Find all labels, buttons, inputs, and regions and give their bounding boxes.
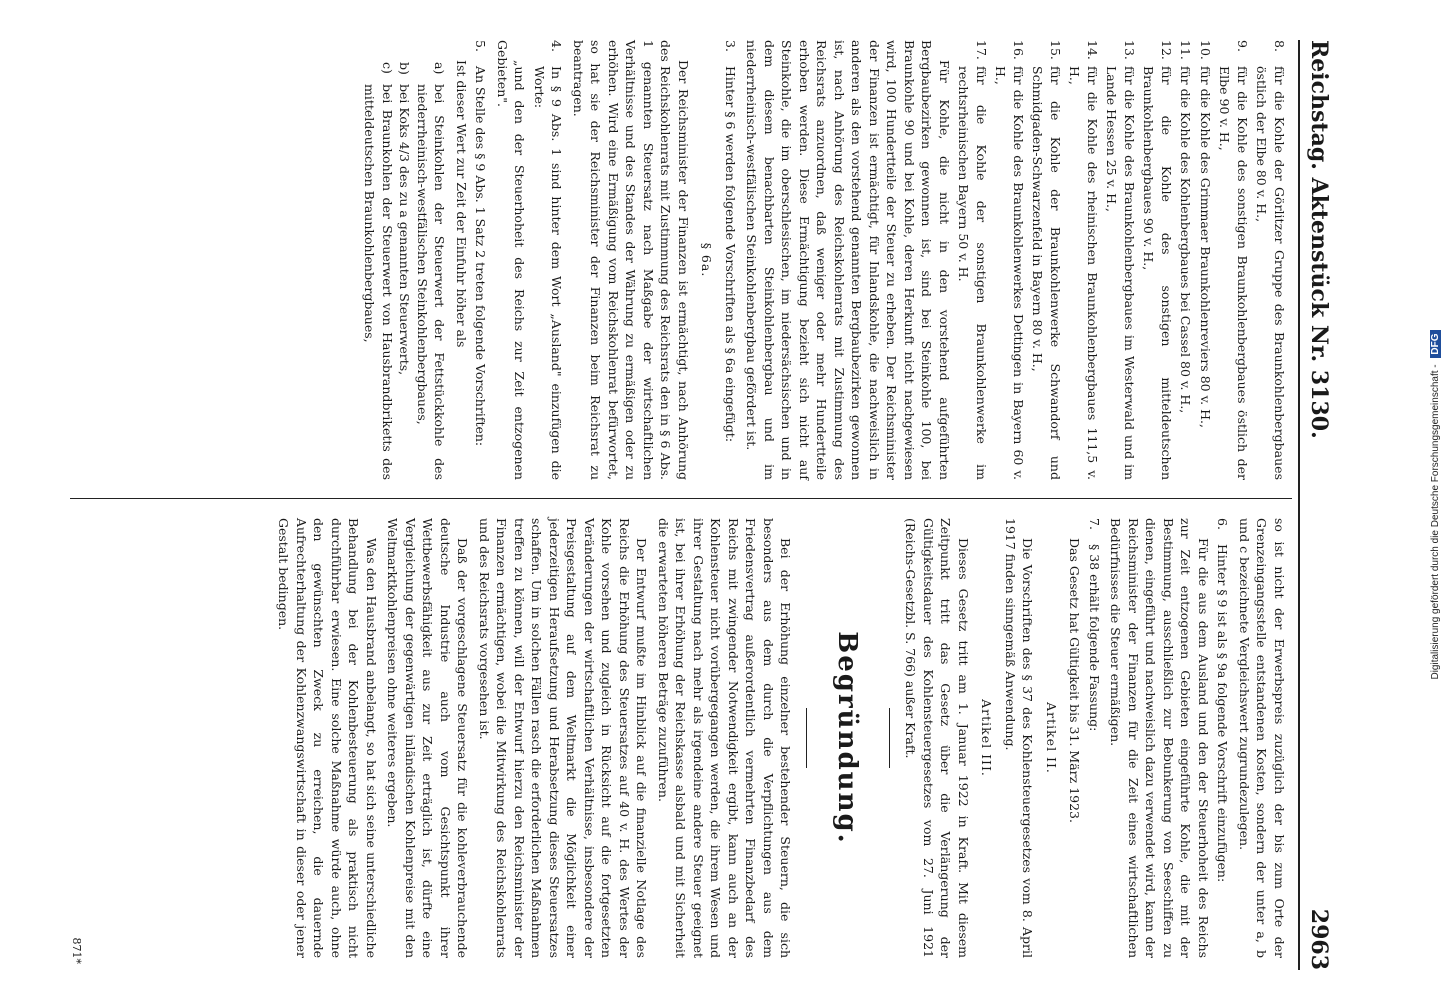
item-text: für die Kohle der Braunkohlenwerke Schwandorf und Schmidgaden-Schwarzenfeld in Bayern 80 v. H., [1030,66,1063,480]
item-text: für die Kohle des Braunkohlenbergbaues im Westerwald und im Lande Hessen 25 v. H., [1104,66,1137,480]
page-footnote: 871* [70,937,83,964]
sub-item [414,62,449,480]
item-text: für die Kohle des Kohlenbergbaues bei Cassel 80 v. H., [1178,66,1194,414]
item-text: für die Kohle des sonstigen Braunkohlenbergbaues östlich der Elbe 90 v. H., [1217,66,1250,480]
paragraph: so ist nicht der Erwerbspreis zuzüglich der bis zum Orte der Grenzeingangsstelle entstandenen Kosten, sondern der unter a, b und c bezeichnete Vergleichswert zugrundezulegen. [1237,518,1287,958]
item-text: Hinter § 6 werden folgende Vorschriften als § 6a eingefügt: [723,66,738,443]
paragraph: Für Kohle, die nicht in den vorstehend aufgeführten Bergbaubezirken gewonnen ist, sind bei Steinkohle 100, bei Braunkohle 90 und bei Kohle, deren Herkunft nicht nachgewiesen wird, 100 Hundertteile der Steuer zu erheben. Der Reichsminister der Finanzen ist ermächtigt, für Inlandskohle, die nachweislich in anderen als den vorstehend genannten Bergbaubezirken gewonnen ist, nach Anhörung des Reichskohlenrats mit Zustimmung des Reichsrats anzuordnen, daß weniger oder mehr Hundertteile erhoben werden. Diese Ermächtigung bezieht sich nicht auf Steinkohle, die im oberschlesischen, im niedersächsischen und in dem diesem benachbarten Steinkohlenbergbau und im niederrheinisch-westfälischen Steinkohlenbergbau gefördert ist. [744,40,952,480]
paragraph: Die Vorschriften des § 37 des Kohlensteuergesetzes vom 8. April 1917 finden sinngemäß Anwendung. [1003,518,1036,958]
list-item [722,40,740,480]
section-title: § 6a. [699,242,715,278]
list-item [992,40,1027,480]
dfg-logo: DFG [1430,330,1441,357]
list-item [1103,40,1138,480]
document-page [70,40,1340,970]
item-number: 10. [1198,40,1213,60]
sub-list [361,40,449,480]
item-text: für die Kohle des Grimmaer Braunkohlenreviers 80 v. H., [1198,66,1213,428]
item-number: 9. [1235,40,1250,52]
item-number: 13. [1122,40,1137,60]
list-item [1177,40,1195,480]
list-item [1216,40,1251,480]
paragraph: Das Gesetz hat Gültigkeit bis 31. März 1923. [1067,538,1083,823]
header-title: Reichstag. Aktenstück Nr. 3130. [1306,40,1332,439]
item-text: für die Kohle der Görlitzer Gruppe des Braunkohlenbergbaues östlich der Elbe 80 v. H., [1254,66,1287,480]
paragraph: Ist dieser Wert zur Zeit der Einfuhr höher als [454,60,469,348]
left-column [361,40,1288,480]
item-text: für die Kohle des rheinischen Braunkohlenbergbaues 111,5 v. H., [1067,66,1100,480]
paragraph: Der Reichsminister der Finanzen ist ermächtigt, nach Anhörung des Reichskohlenrats mit Zustimmung des Reichsrats den in § 6 Abs. 1 genannten Steuersatz nach Maßgabe der wirtschaftlichen Verhältnisse und des Standes der Währung zu ermäßigen oder zu erhöhen. Wird eine Ermäßigung vom Reichskohlenrat befürwortet, so hat sie der Reichsminister der Finanzen beim Reichsrat zu beantragen. [571,40,691,480]
item-number: 3. [723,40,738,52]
item-number: 6. [1215,518,1231,530]
paragraph: Für die aus dem Ausland und den der Steuerhoheit des Reichs zur Zeit entzogenen Gebieten eingeführte Kohle, die mit der Bestimmung, ausschließlich zur Bebunkerung von Seeschiffen zu dienen, eingeführt und nachweislich dazu verwendet wird, kann der Reichsminister der Finanzen für die Zeit eines wirtschaftlichen Bedürfnisses die Steuer ermäßigen. [1108,518,1211,958]
sub-item-label: b) [397,62,413,75]
digitization-credit [1430,10,1444,1000]
section-heading: Begründung. [832,631,862,845]
article-title: Artikel II. [1044,702,1059,774]
item-text: § 38 erhält folgende Fassung: [1087,544,1102,732]
sub-item-text: bei Steinkohlen der Steuerwert der Fettstückkohle des niederrheinisch-westfälischen Steinkohlenbergbaues, [415,84,448,480]
item-number: 5. [473,40,489,52]
sub-item-label: a) [432,62,448,75]
credit-text: Digitalisierung gefördert durch die Deutsche Forschungsgemeinschaft - [1430,364,1441,680]
list-item [1253,40,1288,480]
item-text: für die Kohle des sonstigen mitteldeutschen Braunkohlenbergbaues 90 v. H., [1141,66,1174,480]
sub-item [361,62,396,480]
sub-item-label: c) [380,62,395,74]
list-item [1214,518,1232,958]
article-title: Artikel III. [979,699,995,777]
item-number: 11. [1178,40,1194,60]
right-column [271,518,1288,958]
sub-item-text: bei Koks 4/3 des zu a genannten Steuerwerts, [397,84,413,376]
list-item [531,40,566,480]
list-item [1029,40,1064,480]
paragraph: Der Entwurf mußte im Hinblick auf die finanzielle Notlage des Reichs die Erhöhung des Steuersatzes auf 40 v. H. des Wertes der Kohle vorsehen und zugleich in Rücksicht auf die fortgesetzten Veränderungen der wirtschaftlichen Verhältnisse, insbesondere der Preisgestaltung auf dem Weltmarkt die Möglichkeit einer jederzeitigen Heraufsetzung und Herabsetzung dieses Steuersatzes schaffen. Um in solchen Fällen rasch die erforderlichen Maßnahmen treffen zu können, will der Entwurf hierzu den Reichsminister der Finanzen ermächtigen, wobei die Mitwirkung des Reichskohlenrats und des Reichsrats vorgesehen ist. [477,518,650,958]
justification-text [275,518,795,958]
paragraph: Daß der vorgeschlagene Steuersatz für die kohleverbrauchende deutsche Industrie auch vom Gesichtspunkt ihrer Wettbewerbsfähigkeit aus zur Zeit erträglich ist, dürfte eine Vergleichung der gegenwärtigen inländischen Kohlenpreise mit den Weltmarktkohlenpreisen ohne weiteres ergeben. [385,518,471,958]
column-divider [70,498,1292,499]
item-text: In § 9 Abs. 1 sind hinter dem Wort „Ausland" einzufügen die Worte: [532,66,565,480]
item-text: für die Kohle des Braunkohlenwerkes Dettingen in Bayern 60 v. H., [993,66,1026,480]
list-item [1197,40,1215,480]
item-text: Hinter § 9 ist als § 9a folgende Vorschrift einzufügen: [1215,544,1231,883]
list-item [1086,518,1104,958]
item-text: An Stelle des § 9 Abs. 1 Satz 2 treten folgende Vorschriften: [473,66,489,447]
paragraph: Was den Hausbrand anbelangt, so hat sich seine unterschiedliche Behandlung bei der Kohlenbesteuerung als praktisch nicht durchführbar erwiesen. Eine solche Maßnahme würde auch, ohne den gewünschten Zweck zu erreichen, die dauernde Aufrechterhaltung der Kohlenzwangswirtschaft in dieser oder jener Gestalt bedingen. [276,518,379,958]
item-number: 14. [1085,40,1100,60]
list-item [955,40,990,480]
page-header [1298,40,1340,970]
separator-line [807,708,808,768]
sub-item [396,62,414,480]
item-number: 15. [1048,40,1063,60]
item-text: für die Kohle der sonstigen Braunkohlenwerke im rechtsrheinischen Bayern 50 v. H. [956,66,989,480]
list-item [472,40,490,480]
item-number: 16. [1011,40,1026,60]
list-item [1066,40,1101,480]
separator-line [889,708,890,768]
item-number: 17. [974,40,989,60]
item-number: 12. [1159,40,1174,60]
item-number: 7. [1087,518,1102,530]
list-item [1140,40,1175,480]
paragraph: Dieses Gesetz tritt am 1. Januar 1922 in Kraft. Mit diesem Zeitpunkt tritt das Gesetz über die Verlängerung der Gültigkeitsdauer des Kohlensteuergesetzes vom 27. Juni 1921 (Reichs-Gesetzbl. S. 766) außer Kraft. [903,518,971,958]
sub-item-text: bei Braunkohlen der Steuerwert von Hausbrandbriketts des mitteldeutschen Braunkohlenbergbaues, [362,84,395,480]
numbered-list [955,40,1288,480]
paragraph: Bei der Erhöhung einzelner bestehender Steuern, die sich besonders aus dem durch die Verpflichtungen aus dem Friedensvertrag außerordentlich vermehrten Finanzbedarf des Reichs mit zwingender Notwendigkeit ergibt, kann auch an der Kohlensteuer nicht vorübergegangen werden, die ihrem Wesen und ihrer Gestaltung nach mehr als irgendeine andere Steuer geeignet ist, bei ihrer Erhöhung der Reichskasse alsbald und mit Sicherheit die erwarteten höheren Beträge zuzuführen. [656,518,794,958]
page-number: 2963 [1306,908,1332,970]
item-number: 8. [1272,40,1287,52]
quote: „und den der Steuerhoheit des Reichs zur Zeit entzogenen Gebieten". [495,40,528,480]
item-number: 4. [549,40,565,52]
